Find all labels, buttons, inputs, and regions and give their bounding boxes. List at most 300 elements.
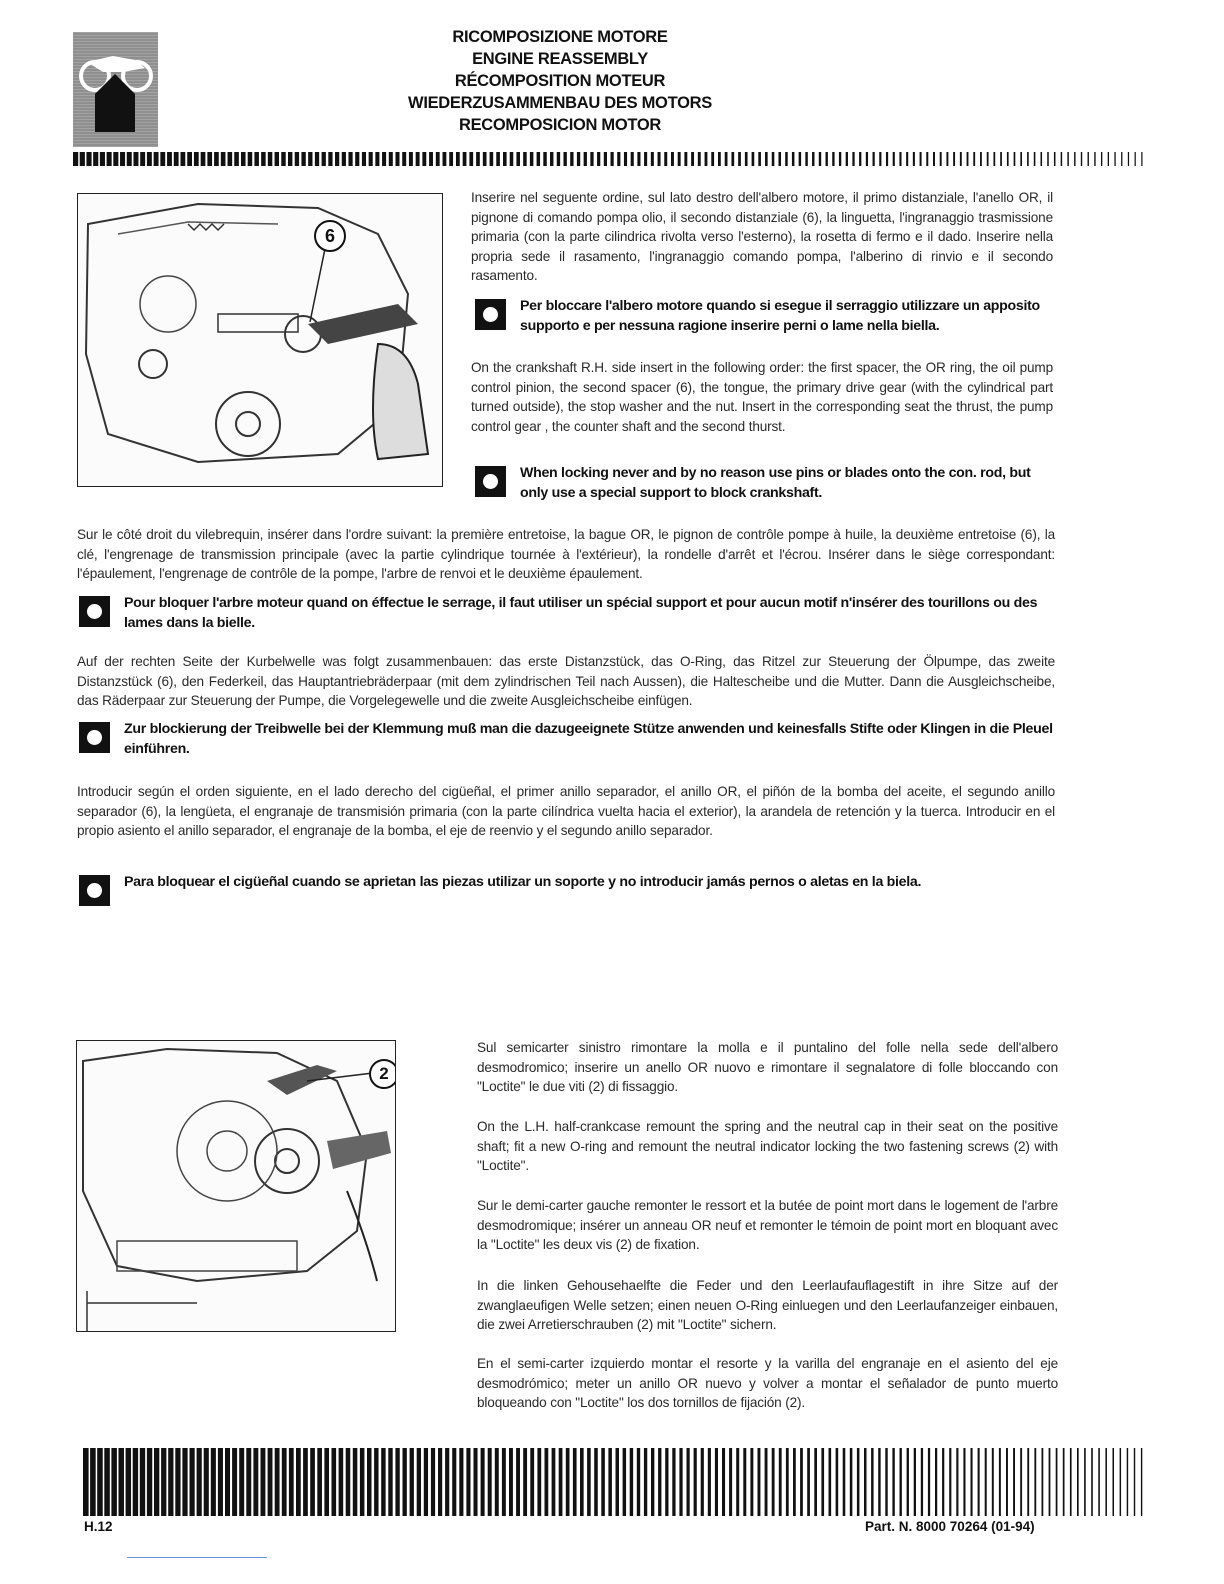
divider-bar: [154, 152, 159, 166]
divider-bar: [160, 152, 165, 166]
divider-bar: [584, 152, 587, 166]
divider-bar: [523, 152, 527, 166]
divider-bar: [335, 152, 339, 166]
divider-bar: [736, 1448, 739, 1516]
divider-bar: [443, 152, 447, 166]
divider-bar: [388, 1448, 392, 1516]
divider-bar: [207, 152, 212, 166]
divider-bar: [140, 152, 145, 166]
divider-bar: [438, 1448, 442, 1516]
link-underline: [127, 1557, 267, 1558]
divider-bar: [785, 152, 788, 166]
divider-bar: [892, 1448, 894, 1516]
divider-bar: [342, 152, 346, 166]
divider-bar: [381, 1448, 385, 1516]
divider-bar: [1047, 152, 1049, 166]
divider-bar: [80, 152, 85, 166]
divider-bar: [197, 1448, 202, 1516]
divider-bar: [651, 152, 654, 166]
divider-bar: [93, 152, 98, 166]
section2-italian: Sul semicarter sinistro rimontare la molla e il puntalino del folle nella sede dell'albero desmodromico; inserire un anello OR nuovo e rimontare il segnalatore di folle bloccando con "Loctite" le due viti (2) di fissaggio.: [477, 1040, 1058, 1095]
divider-bar: [308, 152, 312, 166]
divider-bar: [516, 1448, 520, 1516]
divider-bar: [914, 1448, 916, 1516]
section1-italian: Inserire nel seguente ordine, sul lato destro dell'albero motore, il primo distanziale, l'anello OR, il pignone di comando pompa olio, il secondo distanziale (6), la linguetta, l'ingranaggio trasmissione primaria (con la parte cilindrica rivolta verso l'esterno), la rosetta di fermo e il dado. Inserire nella propria sede il rasamento, l'ingranaggio comando pompa, l'alberino di rinvio e il secondo rasamento.: [471, 190, 1053, 284]
divider-bar: [836, 1448, 839, 1516]
divider-bar: [410, 1448, 414, 1516]
divider-bar: [878, 1448, 880, 1516]
divider-bar: [711, 152, 714, 166]
divider-bar: [281, 152, 285, 166]
divider-bar: [362, 152, 366, 166]
divider-bar: [530, 1448, 534, 1516]
divider-bar: [850, 1448, 853, 1516]
divider-bar: [1105, 1448, 1107, 1516]
divider-bar: [665, 1448, 668, 1516]
divider-bar: [577, 152, 580, 166]
warning-es: [79, 873, 1059, 906]
divider-bar: [403, 1448, 407, 1516]
divider-bar: [800, 1448, 803, 1516]
divider-bar: [431, 1448, 435, 1516]
crankcase-left-illustration: [77, 1041, 395, 1331]
divider-bar: [1088, 152, 1089, 166]
divider-bar: [1077, 1448, 1079, 1516]
divider-bar: [1056, 1448, 1058, 1516]
divider-bar: [261, 152, 266, 166]
divider-bar: [253, 1448, 258, 1516]
divider-bar: [1074, 152, 1075, 166]
divider-bar: [829, 1448, 832, 1516]
divider-bar: [83, 1448, 89, 1516]
divider-bar: [866, 152, 868, 166]
warning-it-text: Per bloccare l'albero motore quando si esegue il serraggio utilizzare un apposito supporto e per nessuna ragione inserire perni o lame nella biella.: [520, 298, 1040, 334]
divider-bar: [978, 1448, 980, 1516]
divider-bar: [1081, 152, 1082, 166]
divider-bar: [225, 1448, 230, 1516]
divider-bar: [566, 1448, 570, 1516]
header-divider-bars: [73, 152, 1148, 166]
divider-bar: [241, 152, 246, 166]
divider-bar: [275, 152, 279, 166]
divider-bar: [353, 1448, 358, 1516]
divider-bar: [687, 1448, 690, 1516]
divider-bar: [409, 152, 413, 166]
divider-bar: [481, 1448, 485, 1516]
divider-bar: [821, 1448, 824, 1516]
warning-en: [475, 464, 1060, 503]
section2-german: In die linken Gehousehaelfte die Feder und den Leerlaufauflagestift in ihre Sitze auf der zwanglaeufigen Welle setzen; einen neuen O-Ring einluegen und den Leerlaufanzeiger einbauen, die zwei Arretierschrauben (2) mit "Loctite" sichern.: [477, 1278, 1058, 1333]
divider-bar: [570, 152, 573, 166]
divider-bar: [107, 152, 112, 166]
divider-bar: [708, 1448, 711, 1516]
callout-6: [314, 220, 346, 252]
divider-bar: [879, 152, 881, 166]
divider-bar: [537, 152, 540, 166]
warning-de-text: Zur blockierung der Treibwelle bei der Klemmung muß man die dazugeeignete Stütze anwenden und keinesfalls Stifte oder Klingen in die Pleuel einführen.: [124, 721, 1053, 757]
divider-bar: [496, 152, 500, 166]
warning-en-text: When locking never and by no reason use pins or blades onto the con. rod, but only use a special support to block crankshaft.: [520, 465, 1031, 501]
divider-bar: [120, 152, 125, 166]
divider-bar: [360, 1448, 365, 1516]
divider-bar: [1108, 152, 1109, 166]
divider-bar: [1094, 152, 1095, 166]
footer-barcode-bars: [83, 1448, 1148, 1516]
divider-bar: [942, 1448, 944, 1516]
divider-bar: [375, 152, 379, 166]
divider-bar: [1141, 152, 1142, 166]
divider-bar: [684, 152, 687, 166]
divider-bar: [715, 1448, 718, 1516]
divider-bar: [396, 152, 400, 166]
divider-bar: [1121, 152, 1122, 166]
divider-bar: [1054, 152, 1056, 166]
divider-bar: [949, 1448, 951, 1516]
divider-bar: [814, 1448, 817, 1516]
divider-bar: [228, 152, 233, 166]
divider-bar: [1007, 152, 1009, 166]
divider-bar: [161, 1448, 166, 1516]
title-en: ENGINE REASSEMBLY: [472, 50, 648, 68]
divider-bar: [946, 152, 948, 166]
divider-bar: [1101, 152, 1102, 166]
divider-bar: [459, 1448, 463, 1516]
divider-bar: [194, 152, 199, 166]
divider-bar: [424, 1448, 428, 1516]
divider-bar: [843, 1448, 846, 1516]
divider-bar: [190, 1448, 195, 1516]
title-de: WIEDERZUSAMMENBAU DES MOTORS: [408, 94, 712, 112]
divider-bar: [779, 1448, 782, 1516]
divider-bar: [672, 1448, 675, 1516]
title-es: RECOMPOSICION MOTOR: [458, 116, 662, 134]
divider-bar: [971, 1448, 973, 1516]
divider-bar: [812, 152, 814, 166]
divider-bar: [792, 152, 795, 166]
warning-icon: [475, 299, 506, 330]
divider-bar: [348, 152, 352, 166]
divider-bar: [624, 152, 627, 166]
divider-bar: [987, 152, 989, 166]
divider-bar: [140, 1448, 145, 1516]
divider-bar: [1141, 1448, 1142, 1516]
section1-english: On the crankshaft R.H. side insert in the following order: the first spacer, the OR ring, the oil pump control pinion, the second spacer (6), the tongue, the primary drive gear (with the cylindrical part turned outside), the stop washer and the nut. Insert in the corresponding seat the thrust, the pump control gear , the counter shaft and the second thurst.: [471, 360, 1053, 434]
divider-bar: [90, 1448, 96, 1516]
divider-bar: [288, 152, 292, 166]
divider-bar: [608, 1448, 612, 1516]
divider-bar: [268, 152, 272, 166]
divider-bar: [550, 152, 553, 166]
warning-fr-text: Pour bloquer l'arbre moteur quand on éffectue le serrage, il faut utiliser un spécial support et pour aucun motif n'insérer des tourillons ou des lames dans la bielle.: [124, 595, 1038, 631]
divider-bar: [907, 1448, 909, 1516]
divider-bar: [1127, 1448, 1128, 1516]
divider-bar: [119, 1448, 124, 1516]
divider-bar: [1006, 1448, 1008, 1516]
divider-bar: [1098, 1448, 1100, 1516]
divider-bar: [956, 1448, 958, 1516]
divider-bar: [637, 152, 640, 166]
divider-bar: [328, 152, 332, 166]
engine-figure-2: [76, 1040, 396, 1332]
divider-bar: [928, 1448, 930, 1516]
divider-bar: [1027, 1448, 1029, 1516]
divider-bar: [552, 1448, 556, 1516]
divider-bar: [449, 152, 453, 166]
divider-bar: [97, 1448, 103, 1516]
divider-bar: [594, 1448, 598, 1516]
divider-bar: [530, 152, 533, 166]
divider-bar: [698, 152, 701, 166]
divider-bar: [537, 1448, 541, 1516]
divider-bar: [980, 152, 982, 166]
divider-bar: [422, 152, 426, 166]
divider-bar: [248, 152, 253, 166]
divider-bar: [187, 152, 192, 166]
divider-bar: [322, 152, 326, 166]
divider-bar: [857, 1448, 860, 1516]
divider-bar: [463, 152, 467, 166]
divider-bar: [1084, 1448, 1086, 1516]
warning-de: [79, 720, 1059, 759]
divider-bar: [367, 1448, 371, 1516]
divider-bar: [679, 1448, 682, 1516]
divider-bar: [1020, 1448, 1022, 1516]
divider-bar: [100, 152, 105, 166]
title-it: RICOMPOSIZIONE MOTORE: [452, 28, 668, 46]
divider-bar: [73, 152, 78, 166]
divider-bar: [1041, 152, 1043, 166]
divider-bar: [1114, 152, 1115, 166]
divider-bar: [900, 1448, 902, 1516]
engine-figure-1: [77, 193, 443, 487]
divider-bar: [722, 1448, 725, 1516]
divider-bar: [960, 152, 962, 166]
divider-bar: [992, 1448, 994, 1516]
divider-bar: [933, 152, 935, 166]
divider-bar: [731, 152, 734, 166]
divider-bar: [295, 152, 299, 166]
divider-bar: [750, 1448, 753, 1516]
divider-bar: [315, 152, 319, 166]
divider-bar: [921, 1448, 923, 1516]
divider-bar: [523, 1448, 527, 1516]
divider-bar: [332, 1448, 337, 1516]
divider-bar: [317, 1448, 322, 1516]
divider-bar: [221, 152, 226, 166]
divider-bar: [658, 1448, 661, 1516]
divider-bar: [864, 1448, 867, 1516]
divider-bar: [658, 152, 661, 166]
divider-bar: [147, 152, 152, 166]
divider-bar: [701, 1448, 704, 1516]
divider-bar: [729, 1448, 732, 1516]
divider-bar: [752, 152, 755, 166]
divider-bar: [664, 152, 667, 166]
divider-bar: [543, 152, 546, 166]
motorcycle-logo: [73, 32, 158, 147]
divider-bar: [859, 152, 861, 166]
divider-bar: [953, 152, 955, 166]
divider-bar: [871, 1448, 873, 1516]
divider-bar: [590, 152, 593, 166]
divider-bar: [417, 1448, 421, 1516]
divider-bar: [346, 1448, 351, 1516]
divider-bar: [395, 1448, 399, 1516]
divider-bar: [940, 152, 942, 166]
divider-bar: [985, 1448, 987, 1516]
divider-bar: [429, 152, 433, 166]
divider-bar: [246, 1448, 251, 1516]
divider-bar: [604, 152, 607, 166]
divider-bar: [111, 1448, 116, 1516]
divider-bar: [993, 152, 995, 166]
section2-english: On the L.H. half-crankcase remount the spring and the neutral cap in their seat on the positive shaft; fit a new O-ring and remount the neutral indicator locking the two fastening screws (2) with "Loctite".: [477, 1119, 1058, 1174]
divider-bar: [133, 1448, 138, 1516]
callout-6-label: 6: [324, 226, 335, 246]
divider-bar: [999, 1448, 1001, 1516]
divider-bar: [1067, 152, 1068, 166]
divider-bar: [402, 152, 406, 166]
divider-bar: [133, 152, 138, 166]
divider-bar: [758, 1448, 761, 1516]
divider-bar: [778, 152, 781, 166]
divider-bar: [289, 1448, 294, 1516]
divider-bar: [1091, 1448, 1093, 1516]
warning-icon: [79, 596, 110, 627]
divider-bar: [234, 152, 239, 166]
section2-spanish: En el semi-carter izquierdo montar el resorte y la varilla del engranaje en el asiento del eje desmodrómico; meter un anillo OR nuevo y volver a montar el señalador de punto muerto bloqueando con "Loctite" los dos tornillos de fijación (2).: [477, 1356, 1058, 1411]
divider-bar: [445, 1448, 449, 1516]
divider-bar: [355, 152, 359, 166]
divider-bar: [510, 152, 514, 166]
divider-bar: [474, 1448, 478, 1516]
divider-bar: [623, 1448, 626, 1516]
divider-bar: [204, 1448, 209, 1516]
divider-bar: [452, 1448, 456, 1516]
divider-bar: [1034, 152, 1036, 166]
divider-bar: [1063, 1448, 1065, 1516]
divider-bar: [1014, 152, 1016, 166]
divider-bar: [516, 152, 520, 166]
divider-bar: [127, 152, 132, 166]
divider-bar: [852, 152, 854, 166]
divider-bar: [503, 152, 507, 166]
divider-bar: [873, 152, 875, 166]
divider-bar: [563, 152, 566, 166]
divider-bar: [580, 1448, 584, 1516]
divider-bar: [374, 1448, 378, 1516]
divider-bar: [1135, 152, 1136, 166]
crankcase-right-illustration: [78, 194, 442, 486]
divider-bar: [805, 152, 807, 166]
divider-bar: [644, 1448, 647, 1516]
divider-bar: [846, 152, 848, 166]
divider-bar: [86, 152, 91, 166]
divider-bar: [1070, 1448, 1072, 1516]
divider-bar: [490, 152, 494, 166]
divider-bar: [416, 152, 420, 166]
warning-it: [475, 297, 1060, 336]
divider-bar: [893, 152, 895, 166]
divider-bar: [718, 152, 721, 166]
divider-bar: [483, 152, 487, 166]
divider-bar: [509, 1448, 513, 1516]
divider-bar: [1128, 152, 1129, 166]
divider-bar: [382, 152, 386, 166]
divider-bar: [254, 152, 259, 166]
divider-bar: [167, 152, 172, 166]
divider-bar: [557, 152, 560, 166]
divider-bar: [1034, 1448, 1036, 1516]
divider-bar: [644, 152, 647, 166]
divider-bar: [147, 1448, 152, 1516]
divider-bar: [495, 1448, 499, 1516]
section1-spanish: Introducir según el orden siguiente, en el lado derecho del cigüeñal, el primer anillo separador, el anillo OR, el piñón de la bomba del aceite, el segundo anillo separador (6), la lengüeta, el engranaje de transmisión primaria (con la parte cilíndrica vuelta hacia el exterior), la arandela de retención y la tuerca. Introducir en el propio asiento el anillo separador, el engranaje de la bomba, el eje de reenvio y el segundo anillo separador.: [77, 784, 1055, 839]
warning-icon: [79, 722, 110, 753]
divider-bar: [920, 152, 922, 166]
section1-french: Sur le côté droit du vilebrequin, insérer dans l'ordre suivant: la première entretoise, la bague OR, le pignon de contrôle pompe à huile, la deuxième entretoise (6), la clé, l'engrenage de transmission principale (avec la partie cylindrique tournée à l'extérieur), la rondelle d'arrêt et l'écrou. Insérer dans le siège correspondant: l'épaulement, l'engrenage de contrôle de la pompe, l'arbre de renvoi et le deuxième épaulement.: [77, 527, 1055, 582]
divider-bar: [1120, 1448, 1121, 1516]
divider-bar: [154, 1448, 159, 1516]
warning-fr: [79, 594, 1059, 633]
divider-bar: [793, 1448, 796, 1516]
divider-bar: [182, 1448, 187, 1516]
divider-bar: [573, 1448, 577, 1516]
divider-bar: [819, 152, 821, 166]
divider-bar: [691, 152, 694, 166]
callout-2-label: 2: [379, 1064, 389, 1083]
divider-bar: [678, 152, 681, 166]
divider-bar: [201, 152, 206, 166]
warning-icon: [79, 875, 110, 906]
divider-bar: [765, 152, 768, 166]
divider-bar: [1013, 1448, 1015, 1516]
divider-bar: [113, 152, 118, 166]
divider-bar: [1061, 152, 1063, 166]
divider-bar: [772, 1448, 775, 1516]
divider-bar: [282, 1448, 287, 1516]
divider-bar: [218, 1448, 223, 1516]
divider-bar: [1042, 1448, 1044, 1516]
divider-bar: [1027, 152, 1029, 166]
divider-bar: [906, 152, 908, 166]
divider-bar: [466, 1448, 470, 1516]
divider-bar: [104, 1448, 110, 1516]
divider-bar: [126, 1448, 131, 1516]
divider-bar: [935, 1448, 937, 1516]
divider-bar: [545, 1448, 549, 1516]
divider-bar: [725, 152, 728, 166]
divider-bar: [488, 1448, 492, 1516]
divider-bar: [214, 152, 219, 166]
divider-bar: [1113, 1448, 1115, 1516]
divider-bar: [601, 1448, 605, 1516]
warning-icon: [475, 466, 506, 497]
divider-bar: [339, 1448, 344, 1516]
divider-bar: [456, 152, 460, 166]
divider-bar: [559, 1448, 563, 1516]
divider-bar: [963, 1448, 965, 1516]
divider-bar: [275, 1448, 280, 1516]
page-number: H.12: [84, 1519, 113, 1534]
divider-bar: [261, 1448, 266, 1516]
divider-bar: [630, 1448, 633, 1516]
divider-bar: [268, 1448, 273, 1516]
divider-bar: [826, 152, 828, 166]
title-fr: RÉCOMPOSITION MOTEUR: [454, 72, 666, 90]
divider-bar: [301, 152, 305, 166]
divider-bar: [168, 1448, 173, 1516]
